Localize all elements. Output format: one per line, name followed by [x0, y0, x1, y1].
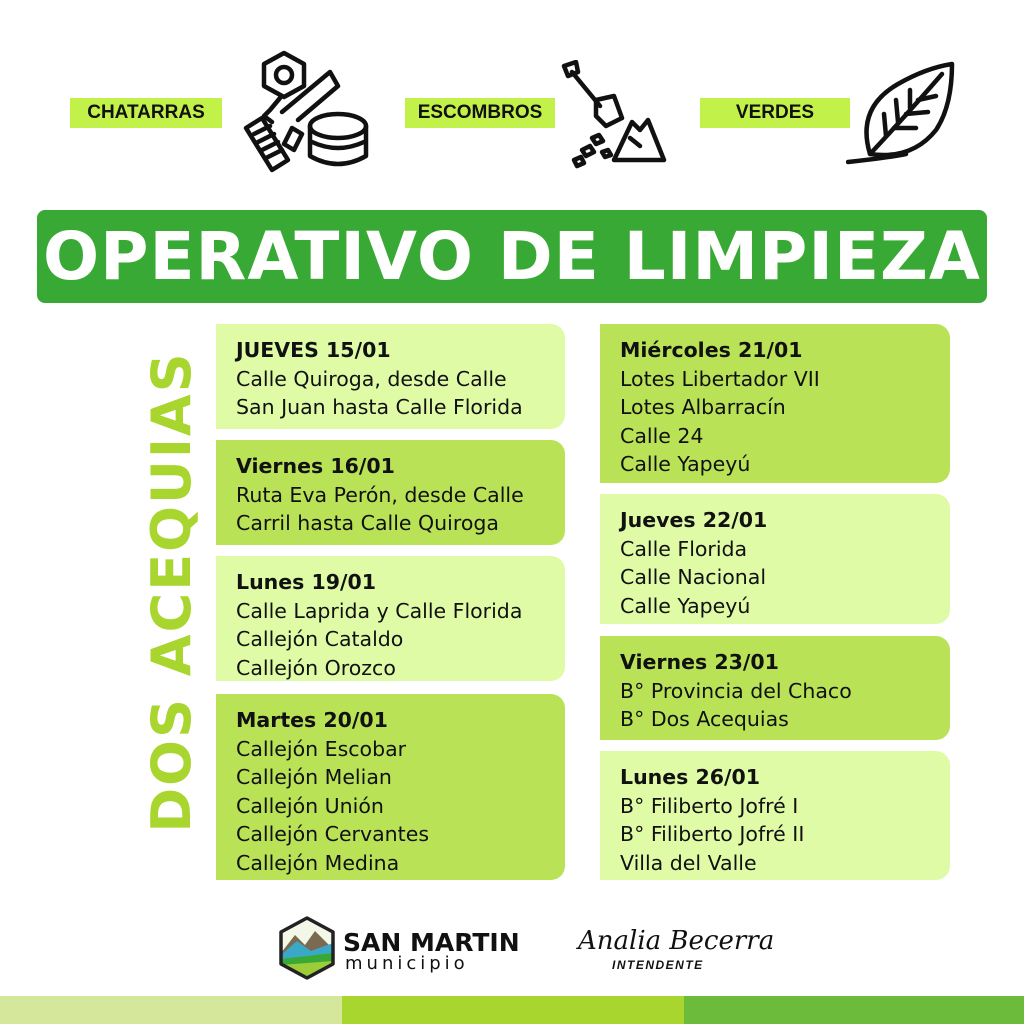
schedule-line: Lotes Albarracín: [620, 395, 786, 419]
schedule-line: Callejón Melian: [236, 765, 392, 789]
schedule-card: [216, 440, 565, 545]
schedule-card: [600, 636, 950, 740]
scrap-metal-icon: [242, 50, 370, 175]
schedule-line: Callejón Medina: [236, 850, 400, 875]
schedule-day: Martes 20/01: [236, 708, 388, 732]
schedule-line: Villa del Valle: [620, 850, 757, 875]
schedule-line: B° Filiberto Jofré II: [620, 822, 805, 846]
schedule-line: Callejón Orozco: [236, 655, 396, 680]
mayor-signature: Analia Becerra: [578, 926, 775, 956]
schedule-day: Viernes 23/01: [620, 650, 779, 674]
page-title: OPERATIVO DE LIMPIEZA: [42, 218, 981, 295]
schedule-card: [216, 324, 565, 429]
shovel-rubble-icon: [560, 60, 670, 170]
schedule-card: [216, 694, 565, 880]
side-title: DOS ACEQUIAS: [140, 351, 203, 833]
schedule-line: Calle Laprida y Calle Florida: [236, 598, 523, 623]
mayor-title: INTENDENTE: [612, 958, 704, 972]
schedule-day: Lunes 19/01: [236, 570, 377, 594]
schedule-card: [600, 751, 950, 880]
schedule-line: B° Provincia del Chaco: [620, 678, 852, 703]
schedule-day: Viernes 16/01: [236, 454, 395, 478]
schedule-line: Callejón Unión: [236, 793, 384, 818]
category-label-chatarras: CHATARRAS: [70, 98, 222, 128]
footer-stripe-mid: [342, 996, 684, 1024]
schedule-card: [216, 556, 565, 681]
schedule-line: Calle Yapeyú: [620, 452, 751, 476]
schedule-card: [600, 494, 950, 624]
schedule-line: Calle 24: [620, 423, 704, 448]
footer-stripe-dark: [684, 996, 1024, 1024]
schedule-day: Lunes 26/01: [620, 765, 761, 789]
schedule-day: Miércoles 21/01: [620, 338, 803, 362]
schedule-line: Ruta Eva Perón, desde Calle: [236, 482, 524, 507]
logo-name: SAN MARTIN: [343, 928, 520, 957]
leaf-icon: [846, 58, 958, 168]
schedule-line: Callejón Cataldo: [236, 627, 404, 651]
schedule-line: Calle Florida: [620, 536, 748, 561]
logo-subtitle: municipio: [345, 953, 469, 974]
schedule-line: Callejón Cervantes: [236, 822, 429, 846]
schedule-line: Carril hasta Calle Quiroga: [236, 511, 499, 535]
schedule-line: San Juan hasta Calle Florida: [236, 395, 523, 419]
schedule-line: Calle Yapeyú: [620, 593, 751, 618]
schedule-day: JUEVES 15/01: [236, 338, 391, 362]
schedule-day: Jueves 22/01: [620, 508, 768, 532]
schedule-line: B° Dos Acequias: [620, 707, 789, 731]
category-label-escombros: ESCOMBROS: [405, 98, 555, 128]
schedule-line: Calle Quiroga, desde Calle: [236, 366, 507, 391]
footer-stripe-light: [0, 996, 342, 1024]
schedule-line: B° Filiberto Jofré I: [620, 793, 799, 818]
schedule-line: Calle Nacional: [620, 565, 767, 589]
title-banner: [37, 210, 987, 303]
category-label-verdes: VERDES: [700, 98, 850, 128]
municipality-logo-icon: [277, 915, 337, 981]
schedule-line: Callejón Escobar: [236, 736, 407, 761]
schedule-card: [600, 324, 950, 483]
schedule-line: Lotes Libertador VII: [620, 366, 820, 391]
